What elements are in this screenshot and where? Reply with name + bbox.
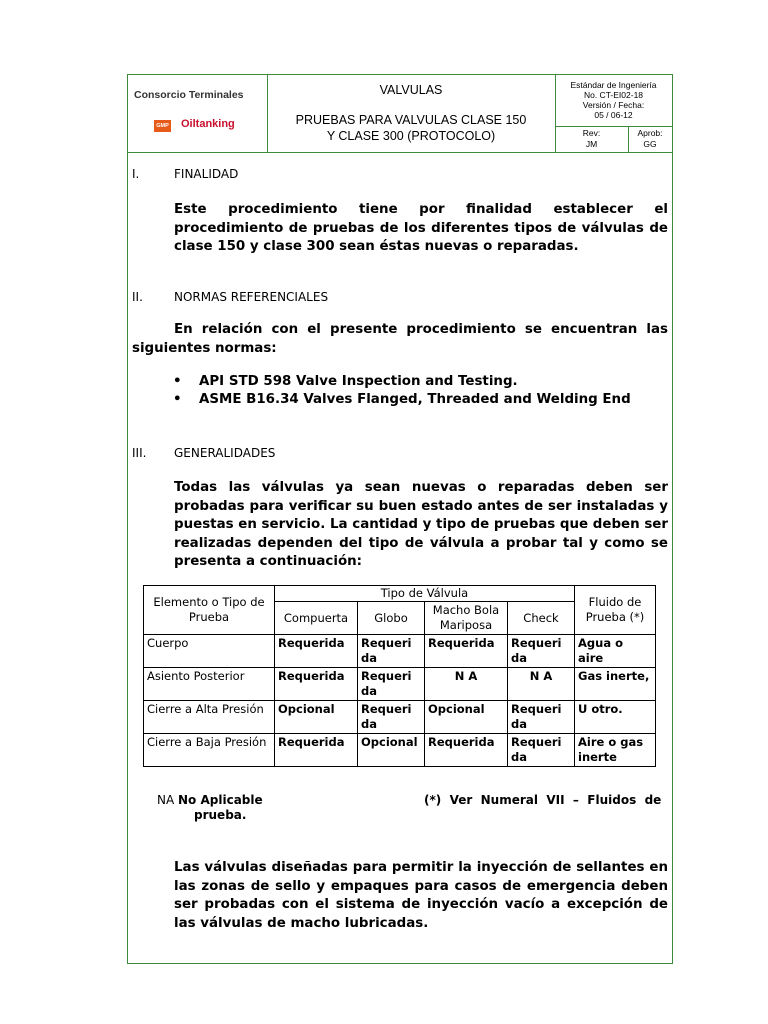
table-header-row [144, 586, 656, 602]
table-row [144, 701, 656, 734]
standard-label: Estándar de Ingeniería [570, 80, 657, 90]
bullet-dot: • [173, 392, 182, 407]
aprob-cell [628, 126, 672, 152]
cell-check: Requeri da [508, 635, 575, 668]
table-row [144, 635, 656, 668]
header-fluido: Fluido de Prueba (*) [575, 586, 656, 635]
rev-cell [555, 126, 629, 152]
cell-fluido: Agua o aire [575, 635, 656, 668]
cell-element: Cierre a Baja Presión [144, 734, 275, 767]
doc-number: No. CT-EI02-18 [583, 90, 644, 100]
aprob-label: Aprob: [637, 128, 663, 138]
bullet-text: ASME B16.34 Valves Flanged, Threaded and Welding End [199, 392, 631, 407]
gmp-logo: GMP [154, 120, 171, 132]
cell-globo: Opcional [358, 734, 425, 767]
header-element: Elemento o Tipo de Prueba [144, 586, 275, 635]
cell-fluido: Gas inerte, [575, 668, 656, 701]
doc-title: VALVULAS [379, 83, 443, 97]
bullet-item [173, 391, 631, 409]
cell-compuerta: Opcional [275, 701, 358, 734]
company-name: Consorcio Terminales [134, 89, 244, 101]
section-number: I. [132, 167, 140, 181]
version-label: Versión / Fecha: [582, 100, 645, 110]
section-3-paragraph: Todas las válvulas ya sean nuevas o reparadas deben ser probadas para verificar su buen estado antes de ser instaladas y puestas en servicio. La cantidad y tipo de pruebas que deben ser realizadas dependen del tipo de válvula a probar tal y como se presenta a continuación: [174, 480, 668, 569]
section-title: FINALIDAD [174, 167, 239, 181]
doc-subtitle-line1: PRUEBAS PARA VALVULAS CLASE 150 [295, 113, 527, 127]
cell-globo: Requeri da [358, 668, 425, 701]
na-text2: prueba. [194, 808, 247, 822]
cell-check: Requeri da [508, 701, 575, 734]
cell-macho: Requerida [425, 734, 508, 767]
section-number: II. [132, 290, 143, 304]
table-row [144, 734, 656, 767]
cell-check: N A [508, 668, 575, 701]
header-check: Check [508, 602, 575, 635]
header-group: Tipo de Válvula [275, 586, 575, 602]
doc-info-block [555, 75, 672, 152]
valve-test-table [143, 585, 656, 767]
na-text: No Aplicable [178, 793, 263, 807]
cell-macho: N A [425, 668, 508, 701]
na-note [157, 793, 263, 808]
aprob-value: GG [643, 139, 657, 149]
section-1-paragraph: Este procedimiento tiene por finalidad establecer el procedimiento de pruebas de los diferentes tipos de válvulas de clase 150 y clase 300 sean éstas nuevas o reparadas. [174, 202, 668, 254]
bullet-text: API STD 598 Valve Inspection and Testing. [199, 374, 518, 389]
section-2-paragraph: En relación con el presente procedimiento se encuentran las siguientes normas: [132, 322, 668, 356]
na-note-line2 [194, 808, 246, 823]
cell-element: Cuerpo [144, 635, 275, 668]
section-number: III. [132, 446, 147, 460]
rev-label: Rev: [582, 128, 601, 138]
cell-macho: Requerida [425, 635, 508, 668]
table-row [144, 668, 656, 701]
header-macho: Macho Bola Mariposa [425, 602, 508, 635]
document-header [128, 75, 672, 153]
section-title: NORMAS REFERENCIALES [174, 290, 329, 304]
section-title: GENERALIDADES [174, 446, 276, 460]
cell-element: Asiento Posterior [144, 668, 275, 701]
oiltanking-logo: Oiltanking [181, 118, 235, 130]
cell-globo: Requeri da [358, 701, 425, 734]
cell-compuerta: Requerida [275, 668, 358, 701]
cell-fluido: U otro. [575, 701, 656, 734]
doc-standard-info [555, 75, 672, 127]
cell-fluido: Aire o gas inerte [575, 734, 656, 767]
header-globo: Globo [358, 602, 425, 635]
title-block [267, 75, 556, 152]
cell-globo: Requeri da [358, 635, 425, 668]
bullet-item [173, 373, 518, 391]
header-compuerta: Compuerta [275, 602, 358, 635]
cell-compuerta: Requerida [275, 635, 358, 668]
bullet-dot: • [173, 374, 182, 389]
cell-compuerta: Requerida [275, 734, 358, 767]
logo-block [128, 75, 268, 152]
cell-element: Cierre a Alta Presión [144, 701, 275, 734]
doc-subtitle-line2: Y CLASE 300 (PROTOCOLO) [326, 129, 496, 143]
version-value: 05 / 06-12 [594, 110, 633, 120]
ref-note: (*) Ver Numeral VII – Fluidos de [424, 793, 662, 807]
closing-paragraph: Las válvulas diseñadas para permitir la inyección de sellantes en las zonas de sello y empaques para casos de emergencia deben ser probadas con el sistema de inyección vacío a excepción de las válvulas de macho lubricadas. [174, 860, 668, 931]
rev-value: JM [585, 139, 598, 149]
cell-macho: Opcional [425, 701, 508, 734]
cell-check: Requeri da [508, 734, 575, 767]
na-abbr: NA [157, 793, 175, 807]
